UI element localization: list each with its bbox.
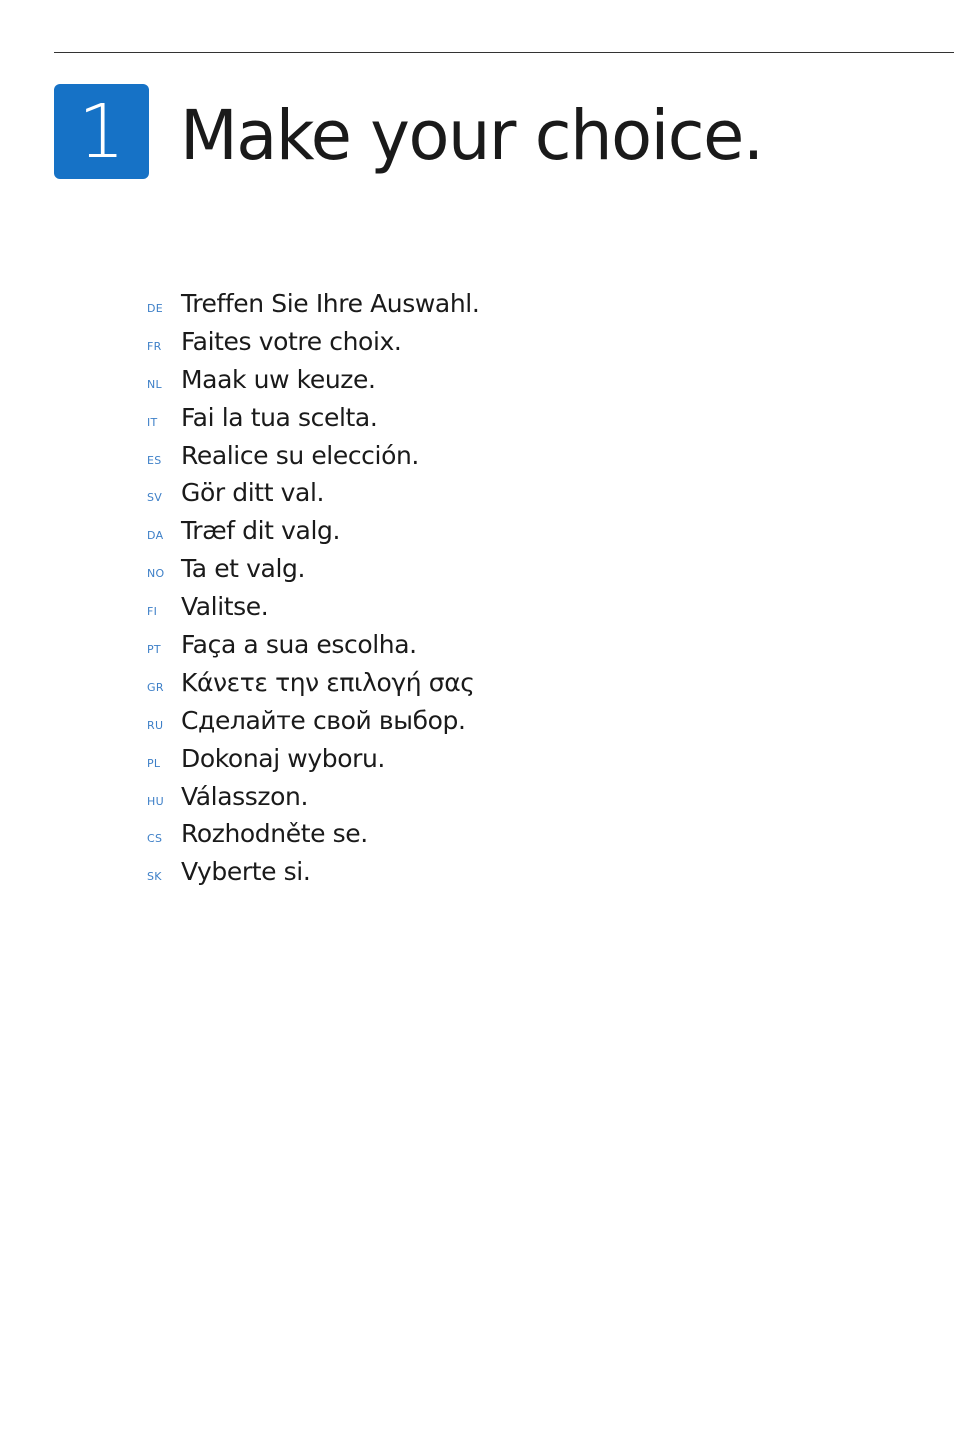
language-code: CS: [147, 832, 163, 846]
language-code: PT: [147, 643, 161, 657]
language-code: HU: [147, 794, 164, 808]
top-rule: [54, 52, 954, 53]
language-code: SV: [147, 491, 163, 505]
translation-text: Træf dit valg.: [181, 516, 341, 546]
translation-item-de: [147, 289, 479, 327]
translation-item-cs: [147, 819, 479, 857]
language-code: DE: [147, 302, 164, 315]
translation-text: Gör ditt val.: [181, 478, 325, 508]
translation-item-pl: [147, 744, 479, 782]
translation-text: Válasszon.: [181, 781, 309, 811]
translation-text: Treffen Sie Ihre Auswahl.: [181, 289, 480, 318]
translation-text: Vyberte si.: [181, 857, 311, 887]
translation-item-no: [147, 554, 479, 592]
step-number-badge: 1: [54, 84, 149, 179]
language-code: NO: [147, 567, 165, 581]
translation-item-gr: [147, 668, 479, 706]
language-code: NL: [147, 377, 162, 391]
translation-text: Faça a sua escolha.: [181, 630, 417, 660]
translation-text: Valitse.: [181, 592, 269, 622]
translation-item-fi: [147, 592, 479, 630]
language-code: GR: [147, 680, 164, 694]
language-code: IT: [147, 415, 158, 429]
language-code: DA: [147, 529, 164, 543]
translation-item-pt: [147, 630, 479, 668]
language-code: PL: [147, 756, 161, 770]
translation-item-ru: [147, 706, 479, 744]
translation-text: Rozhodněte se.: [181, 819, 368, 849]
translation-item-da: [147, 516, 479, 554]
translation-text: Dokonaj wyboru.: [181, 743, 385, 773]
language-code: RU: [147, 718, 164, 732]
translation-item-es: [147, 441, 479, 479]
translation-text: Fai la tua scelta.: [181, 402, 378, 432]
translation-list: [147, 289, 479, 895]
translation-item-nl: [147, 365, 479, 403]
translation-item-sk: [147, 857, 479, 895]
translation-item-sv: [147, 478, 479, 516]
translation-text: Realice su elección.: [181, 440, 419, 470]
language-code: FI: [147, 605, 158, 619]
language-code: ES: [147, 453, 162, 467]
translation-text: Faites votre choix.: [181, 326, 402, 356]
translation-text: Κάνετε την επιλογή σας: [181, 667, 475, 697]
language-code: FR: [147, 339, 162, 353]
step-title: Make your choice.: [180, 96, 763, 176]
translation-item-it: [147, 403, 479, 441]
translation-text: Maak uw keuze.: [181, 364, 376, 394]
translation-text: Сделайте свой выбор.: [181, 705, 466, 735]
translation-item-hu: [147, 782, 479, 820]
translation-text: Ta et valg.: [181, 554, 306, 584]
language-code: SK: [147, 870, 162, 884]
translation-item-fr: [147, 327, 479, 365]
